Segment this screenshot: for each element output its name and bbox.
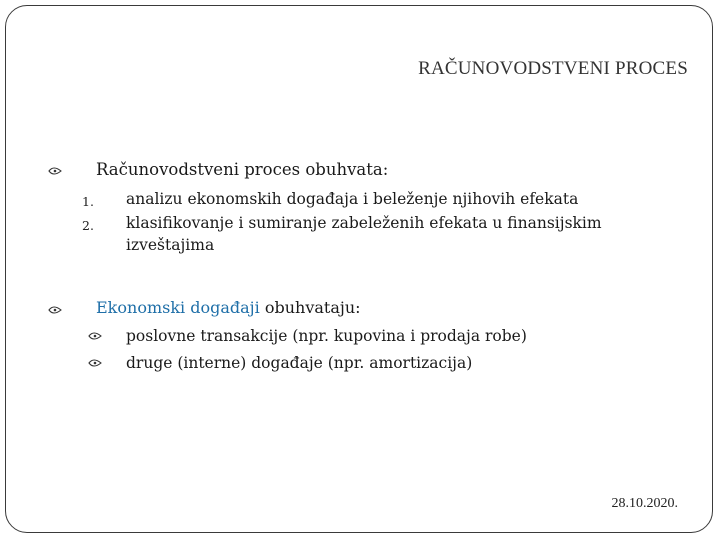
list-number: 1. xyxy=(82,194,94,209)
section-heading-dogadjaji xyxy=(96,298,361,317)
list-item: analizu ekonomskih događaja i beleženje njihovih efekata xyxy=(126,190,579,208)
list-item: klasifikovanje i sumiranje zabeleženih efekata u finansijskim izveštajima xyxy=(126,214,602,254)
heading-rest-text: obuhvataju: xyxy=(259,298,361,317)
section-heading-proces: Računovodstveni proces obuhvata: xyxy=(96,160,389,179)
fleuron-bullet-icon xyxy=(88,358,102,368)
slide-title: RAČUNOVODSTVENI PROCES xyxy=(418,58,688,79)
heading-accent-text: Ekonomski događaji xyxy=(96,298,260,317)
list-item: poslovne transakcije (npr. kupovina i prodaja robe) xyxy=(126,327,527,345)
fleuron-bullet-icon xyxy=(48,305,62,315)
list-item: druge (interne) događaje (npr. amortizacija) xyxy=(126,354,473,372)
slide-frame xyxy=(5,5,713,533)
fleuron-bullet-icon xyxy=(88,331,102,341)
fleuron-bullet-icon xyxy=(48,166,62,176)
slide-date: 28.10.2020. xyxy=(611,496,678,511)
list-number: 2. xyxy=(82,218,94,233)
